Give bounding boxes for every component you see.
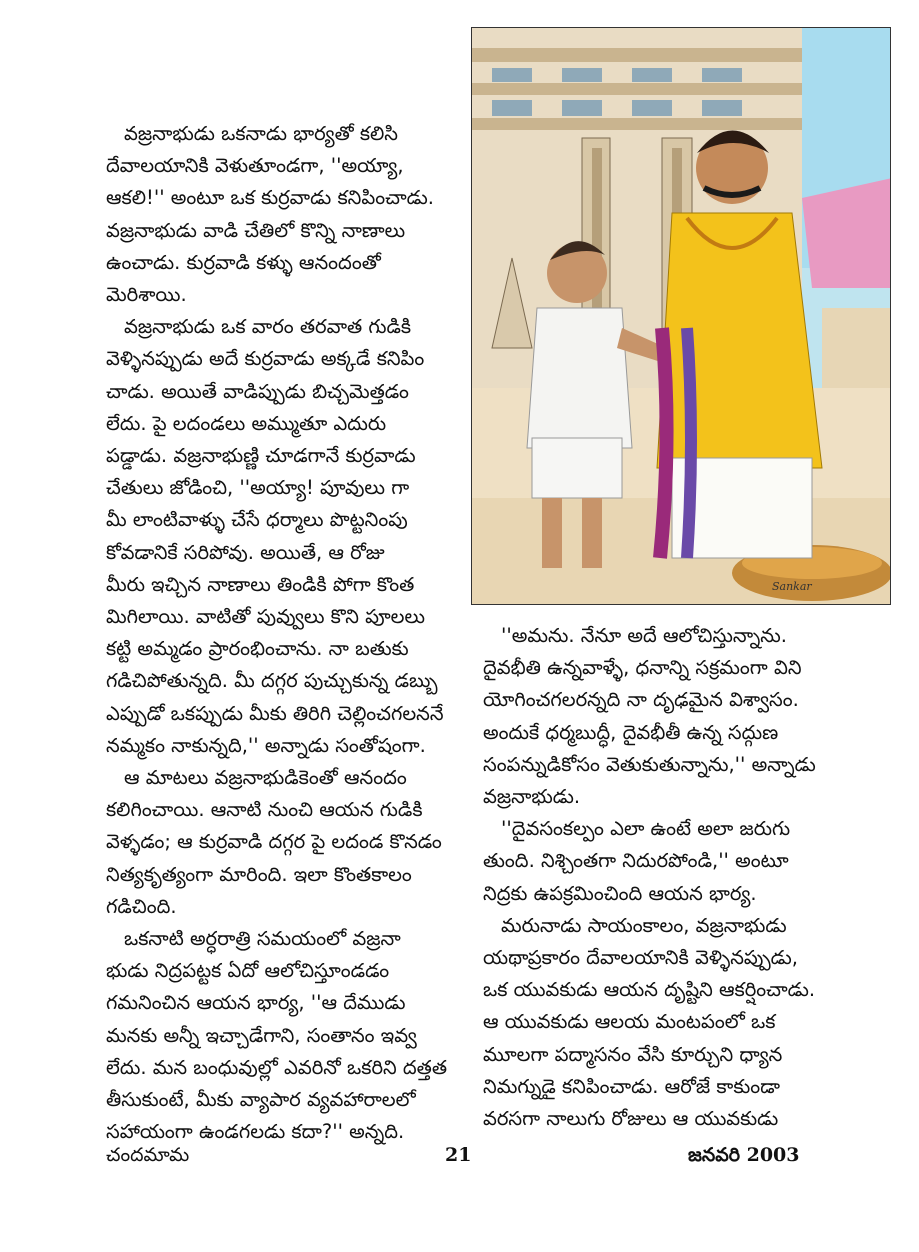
text-line: కలిగించాయి. ఆనాటి నుంచి ఆయన గుడికి [106,798,423,822]
text-line: నిద్రకు ఉపక్రమించింది ఆయన భార్య. [483,881,757,905]
text-line: ఆ మాటలు వజ్రనాభుడికెంతో ఆనందం [124,766,407,790]
text-line: తుంది. నిశ్చింతగా నిదురపోండి,'' అంటూ [483,849,789,873]
text-line: మిగిలాయి. వాటితో పువ్వులు కొని పూలలు [106,605,426,629]
text-line: నిమగ్నుడై కనిపించాడు. ఆరోజే కాకుండా [483,1074,781,1098]
text-line: మూలగా పద్మాసనం వేసి కూర్చుని ధ్యాన [483,1042,783,1066]
magazine-name: చందమామ [106,1144,190,1166]
text-line: పడ్డాడు. వజ్రనాభుణ్ణి చూడగానే కుర్రవాడు [106,444,416,468]
text-line: ఒక యువకుడు ఆయన దృష్టిని ఆకర్షించాడు. [483,978,816,1002]
artist-signature: Sankar [772,580,812,593]
text-line: ఎప్పుడో ఒకప్పుడు మీకు తిరిగి చెల్లించగలననే [106,701,444,725]
text-line: గడిచింది. [106,894,177,918]
text-line: మీరు ఇచ్చిన నాణాలు తిండికి పోగా కొంత [106,572,415,596]
text-line: గమనించిన ఆయన భార్య, ''ఆ దేముడు [106,991,406,1015]
text-line: దేవాలయానికి వెళుతూండగా, ''అయ్యా, [106,154,404,178]
story-illustration [471,27,891,605]
text-line: మరునాడు సాయంకాలం, వజ్రనాభుడు [501,913,787,937]
text-line: గడిచిపోతున్నది. మీ దగ్గర పుచ్చుకున్న డబ్బు [106,669,438,693]
text-line: కట్టి అమ్మడం ప్రారంభించాను. నా బతుకు [106,637,409,661]
text-line: మెరిశాయి. [106,283,187,307]
text-line: నమ్మకం నాకున్నది,'' అన్నాడు సంతోషంగా. [106,733,426,757]
text-line: మీ లాంటివాళ్ళు చేసే ధర్మాలు పొట్టనింపు [106,508,408,532]
text-line: వెళ్ళినప్పుడు అదే కుర్రవాడు అక్కడే కనిపిం [106,347,425,371]
text-line: చేతులు జోడించి, ''అయ్యా! పూవులు గా [106,476,410,500]
text-line: ''అమను. నేనూ అదే ఆలోచిస్తున్నాను. [501,624,787,647]
text-line: లేదు. మన బంధువుల్లో ఎవరినో ఒకరిని దత్తత [106,1055,448,1079]
text-line: నిత్యకృత్యంగా మారింది. ఇలా కొంతకాలం [106,862,412,886]
right-text-column [483,620,818,1135]
text-line: ఆకలి!'' అంటూ ఒక కుర్రవాడు కనిపించాడు. [106,186,434,210]
text-line: ''దైవసంకల్పం ఎలా ఉంటే అలా జరుగు [501,817,791,841]
text-line: వజ్రనాభుడు వాడి చేతిలో కొన్ని నాణాలు [106,218,406,242]
text-line: వజ్రనాభుడు ఒక వారం తరవాత గుడికి [124,315,412,339]
text-line: వజ్రనాభుడు. [483,785,581,809]
text-line: తీసుకుంటే, మీకు వ్యాపార వ్యవహారాలలో [106,1088,416,1112]
text-line: యథాప్రకారం దేవాలయానికి వెళ్ళినప్పుడు, [483,946,798,970]
text-line: ఉంచాడు. కుర్రవాడి కళ్ళు ఆనందంతో [106,250,381,274]
text-line: చాడు. అయితే వాడిప్పుడు బిచ్చమెత్తడం [106,379,409,403]
text-line: వరసగా నాలుగు రోజులు ఆ యువకుడు [483,1107,779,1131]
text-line: వజ్రనాభుడు ఒకనాడు భార్యతో కలిసి [124,122,398,145]
text-line: సహాయంగా ఉండగలడు కదా?'' అన్నది. [106,1120,405,1144]
text-line: దైవభీతి ఉన్నవాళ్ళే, ధనాన్ని సక్రమంగా విని [483,656,802,680]
page-number: 21 [445,1144,472,1166]
text-line: అందుకే ధర్మబుద్ధీ, దైవభీతీ ఉన్న సద్గుణ [483,720,779,744]
text-line: కోవడానికే సరిపోవు. అయితే, ఆ రోజు [106,540,385,564]
left-text-column [106,118,456,1149]
illustration-art [472,28,891,605]
text-line: భుడు నిద్రపట్టక ఏదో ఆలోచిస్తూండడం [106,959,390,983]
text-line: వెళ్ళడం; ఆ కుర్రవాడి దగ్గర పై లదండ కొనడం [106,830,442,854]
text-line: యోగించగలరన్నది నా దృఢమైన విశ్వాసం. [483,688,799,712]
text-line: లేదు. పై లదండలు అమ్ముతూ ఎదురు [106,411,387,435]
issue-date: జనవరి 2003 [688,1144,800,1166]
text-line: మనకు అన్నీ ఇచ్చాడేగాని, సంతానం ఇవ్వ [106,1023,417,1047]
text-line: ఆ యువకుడు ఆలయ మంటపంలో ఒక [483,1010,776,1034]
text-line: సంపన్నుడికోసం వెతుకుతున్నాను,'' అన్నాడు [483,752,816,776]
text-line: ఒకనాటి అర్ధరాత్రి సమయంలో వజ్రనా [124,927,401,951]
